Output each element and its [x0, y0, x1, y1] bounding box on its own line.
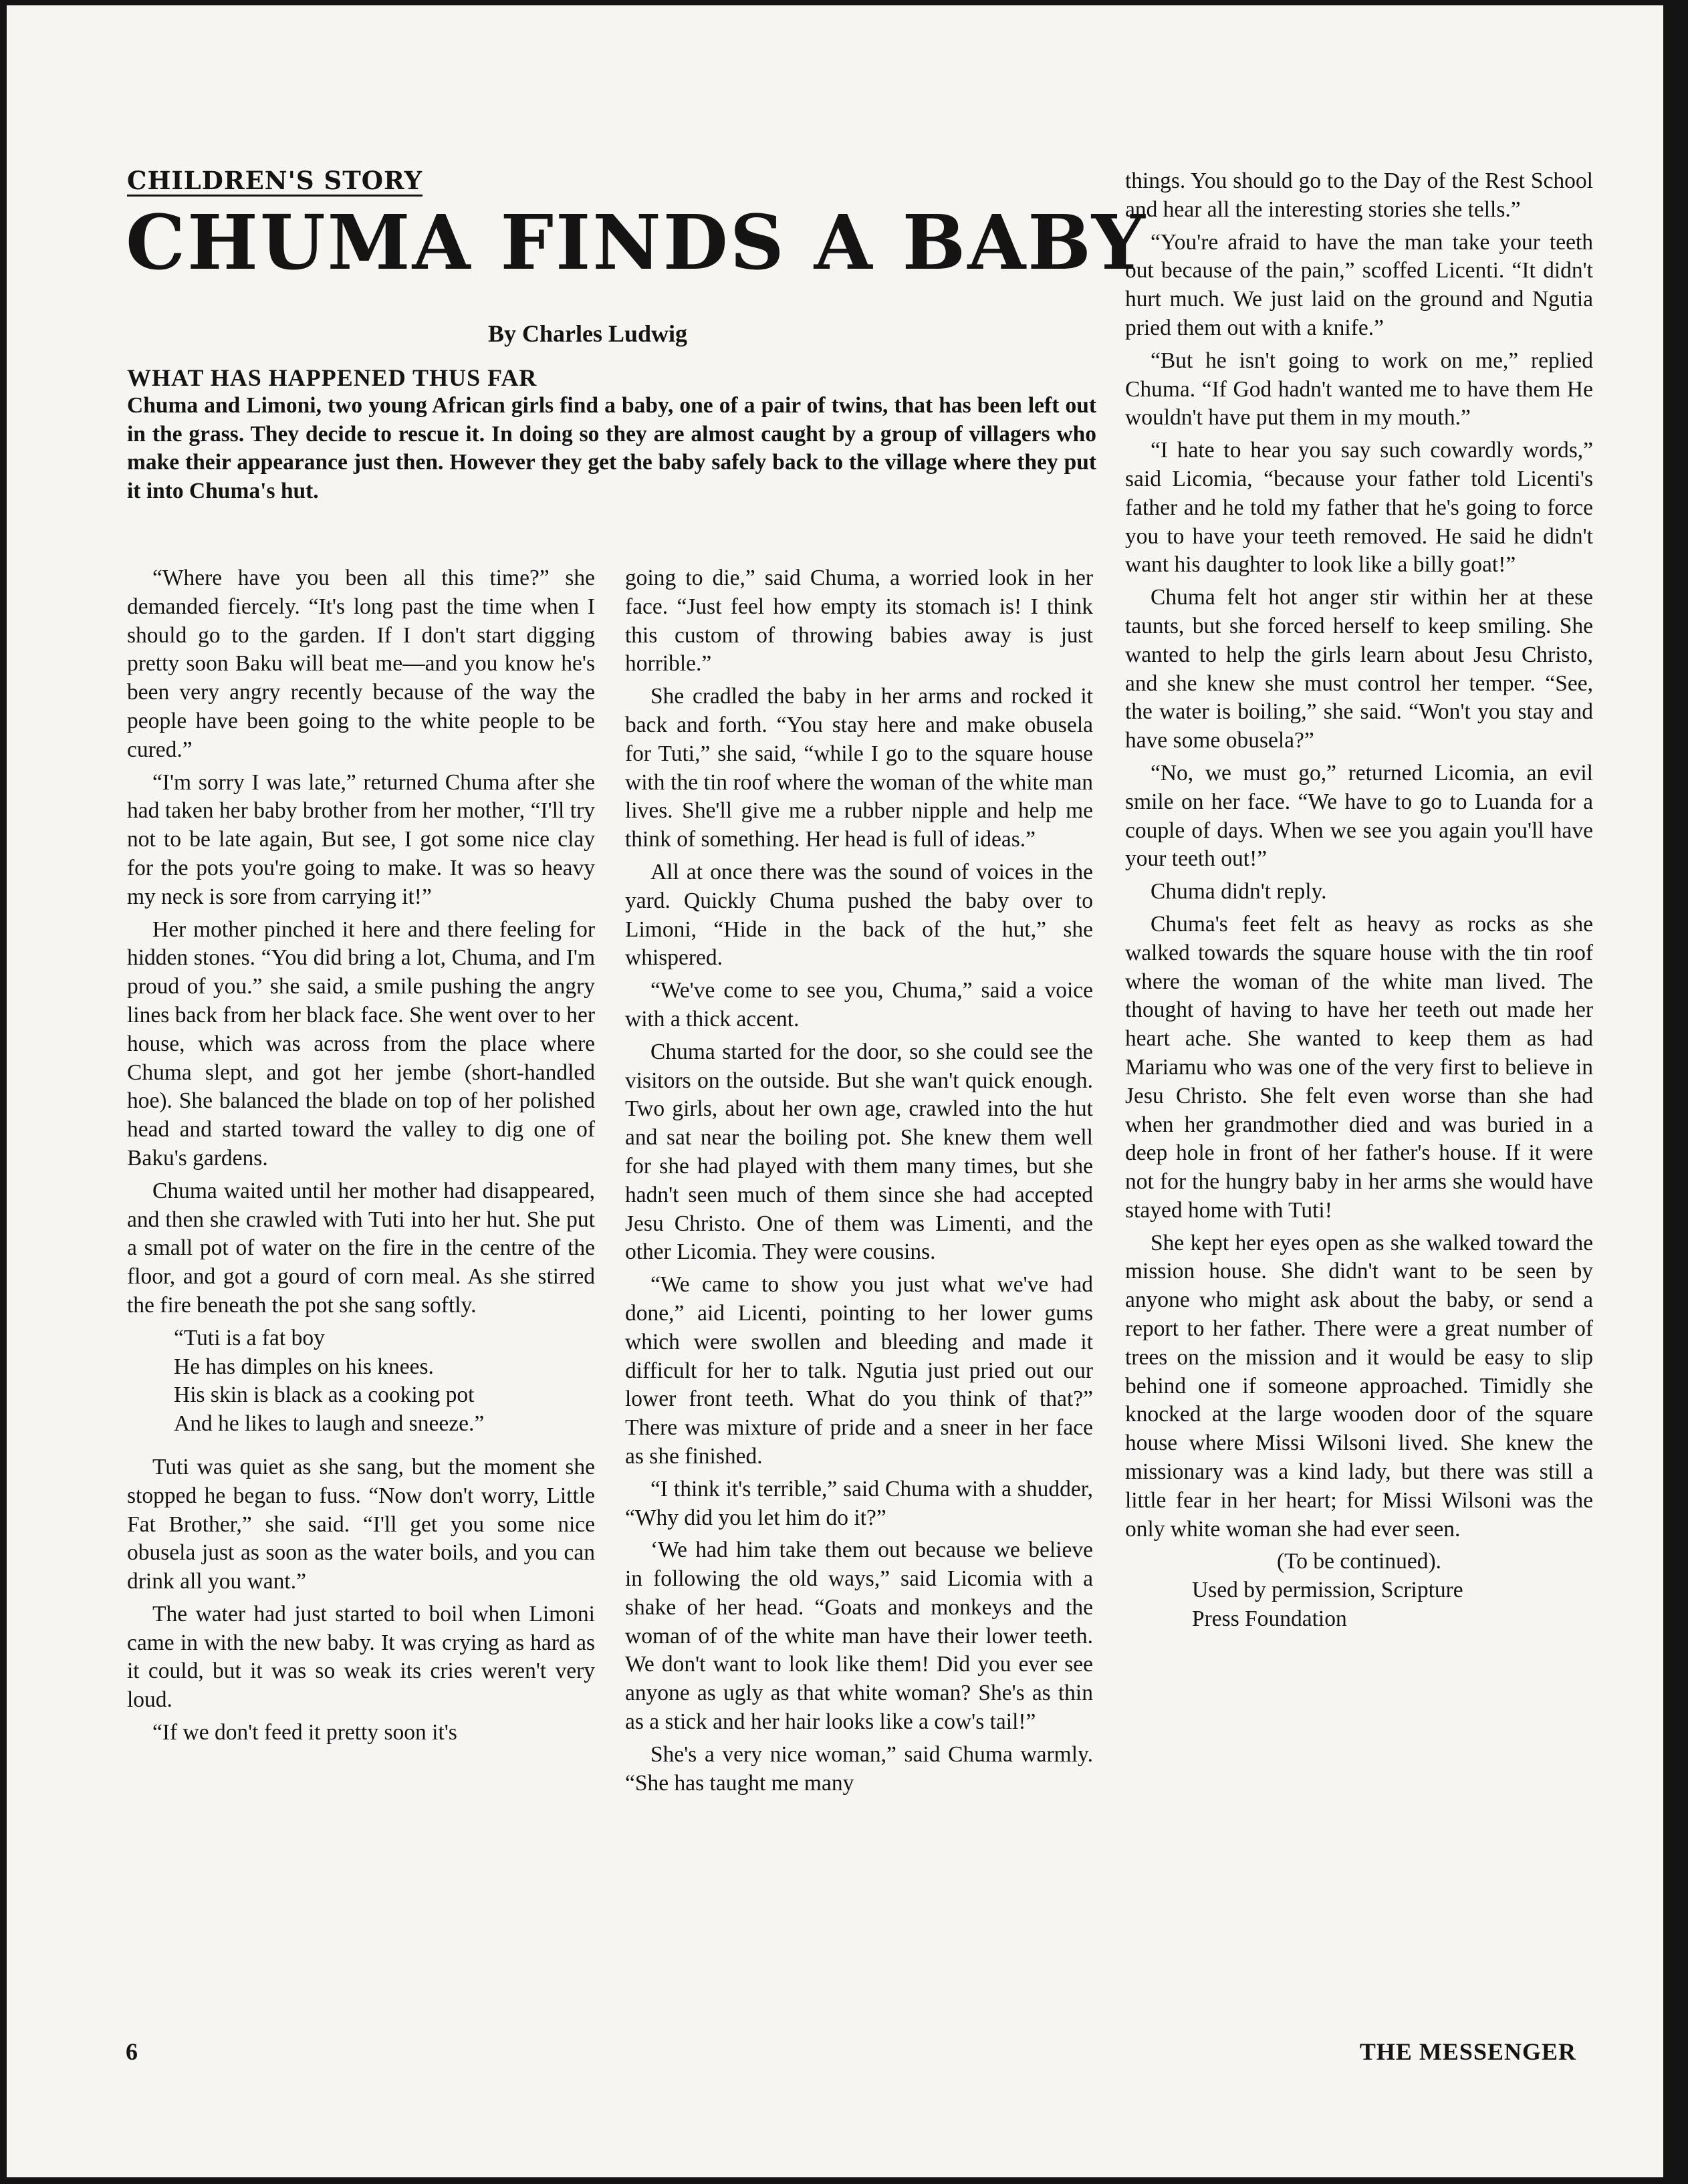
recap-text: Chuma and Limoni, two young African girls find a baby, one of a pair of twins, that has been left out in the grass. They decide to rescue it. In doing so they are almost caught by a group of villagers who make their appearance just then. However they get the baby safely back to the village where they put it into Chuma's hut. — [127, 393, 1096, 503]
paragraph: “We came to show you just what we've had done,” aid Licenti, pointing to her lower gums which were swollen and bleeding and made it difficult for her to talk. Ngutia just pried out our lower front teeth. What do you think of that?” There was mixture of pride and a sneer in her face as she finished. — [625, 1272, 1093, 1469]
paragraph: “But he isn't going to work on me,” replied Chuma. “If God hadn't wanted me to have them He wouldn't have put them in my mouth.” — [1125, 348, 1593, 431]
text-column-3 — [1125, 167, 1593, 1634]
paragraph: ‘We had him take them out because we believe in following the old ways,” said Licomia with a shake of her head. “Goats and monkeys and the woman of of the white man have their lower teeth. We don't want to look like them! Did you ever see anyone as ugly as that white woman? She's as thin as a stick and her hair looks like a cow's tail!” — [625, 1538, 1093, 1735]
text-column-2 — [625, 564, 1093, 1802]
paragraph: She kept her eyes open as she walked toward the mission house. She didn't want to be seen by anyone who might ask about the baby, or send a report to her father. There were a great number of trees on the mission and it would be easy to slip behind one if someone approached. Timidly she knocked at the large wooden door of the square house where Missi Wilsoni lived. She knew the missionary was a kind lady, but there was still a little fear in her heart; for Missi Wilsoni was the only white woman she had ever seen. — [1125, 1230, 1593, 1542]
text-column-1 — [127, 564, 595, 1751]
byline: By Charles Ludwig — [488, 320, 688, 347]
paragraph: “I hate to hear you say such cowardly words,” said Licomia, “because your father told Licenti's father and he told my father that he's going to force you to have your teeth removed. He said he didn't want his daughter to look like a billy goat!” — [1125, 438, 1593, 578]
paragraph: Her mother pinched it here and there feeling for hidden stones. “You did bring a lot, Chuma, and I'm proud of you.” she said, a smile pushing the angry lines back from her black face. She went over to her house, which was across from the place where Chuma slept, and got her jembe (short-handled hoe). She balanced the blade on top of her polished head and started toward the valley to dig one of Baku's gardens. — [127, 917, 595, 1171]
paragraph: “I think it's terrible,” said Chuma with a shudder, “Why did you let him do it?” — [625, 1476, 1093, 1530]
credit-line: Used by permission, Scripture — [1192, 1578, 1463, 1603]
paragraph: Chuma felt hot anger stir within her at these taunts, but she forced herself to keep smiling. She wanted to help the girls learn about Jesu Christo, and she knew she must control her temper. “See, the water is boiling,” she said. “Won't you stay and have some obusela?” — [1125, 585, 1593, 753]
poem-line: His skin is black as a cooking pot — [174, 1382, 475, 1408]
poem-line: He has dimples on his knees. — [174, 1354, 434, 1379]
poem-line: And he likes to laugh and sneeze.” — [174, 1411, 485, 1437]
paragraph: going to die,” said Chuma, a worried look in her face. “Just feel how empty its stomach is! I think this custom of throwing babies away is just horrible.” — [625, 566, 1093, 677]
paragraph: “Where have you been all this time?” she demanded fiercely. “It's long past the time when I should go to the garden. If I don't start digging pretty soon Baku will beat me—and you know he's been very angry recently because of the way the people have been going to the white people to be cured.” — [127, 566, 595, 762]
section-kicker: CHILDREN'S STORY — [127, 166, 423, 195]
poem-line: “Tuti is a fat boy — [174, 1325, 325, 1350]
paragraph: She cradled the baby in her arms and rocked it back and forth. “You stay here and make obusela for Tuti,” she said, “while I go to the square house with the tin roof where the woman of the white man lives. She'll give me a rubber nipple and help me think of something. Her head is full of ideas.” — [625, 684, 1093, 852]
paragraph: “I'm sorry I was late,” returned Chuma after she had taken her baby brother from her mother, “I'll try not to be late again, But see, I got some nice clay for the pots you're going to make. It was so heavy my neck is sore from carrying it!” — [127, 769, 595, 909]
paragraph: The water had just started to boil when Limoni came in with the new baby. It was crying as hard as it could, but it was so weak its cries weren't very loud. — [127, 1601, 595, 1713]
recap-heading: WHAT HAS HAPPENED THUS FAR — [127, 364, 537, 391]
paragraph: All at once there was the sound of voices in the yard. Quickly Chuma pushed the baby over to Limoni, “Hide in the back of the hut,” she whispered. — [625, 859, 1093, 971]
paragraph: Chuma didn't reply. — [1151, 879, 1327, 904]
paragraph: She's a very nice woman,” said Chuma warmly. “She has taught me many — [625, 1741, 1093, 1796]
magazine-page — [7, 5, 1663, 2177]
page-number: 6 — [126, 2038, 138, 2065]
to-be-continued: (To be continued). — [1276, 1549, 1442, 1574]
paragraph: Chuma's feet felt as heavy as rocks as she walked towards the square house with the tin roof where the woman of the white man lived. The thought of having to have her teeth out made her heart ache. She wanted to keep them as had Mariamu who was one of the very first to believe in Jesu Christo. She felt even worse than she had when her grandmother died and was buried in a deep hole in front of her father's house. If it were not for the hungry baby in her arms she would have stayed home with Tuti! — [1125, 911, 1593, 1223]
poem — [174, 1324, 595, 1439]
paragraph: Chuma waited until her mother had disappeared, and then she crawled with Tuti into her hut. She put a small pot of water on the fire in the centre of the floor, and got a gourd of corn meal. As she stirred the fire beneath the pot she sang softly. — [127, 1178, 595, 1318]
paragraph: Tuti was quiet as she sang, but the moment she stopped he began to fuss. “Now don't worry, Little Fat Brother,” she said. “I'll get you some nice obusela just as soon as the water boils, and you can drink all you want.” — [127, 1454, 595, 1594]
publication-name: THE MESSENGER — [1359, 2038, 1576, 2065]
paragraph: “You're afraid to have the man take your teeth out because of the pain,” scoffed Licenti. “It didn't hurt much. We just laid on the ground and Ngutia pried them out with a knife.” — [1125, 229, 1593, 340]
paragraph: “If we don't feed it pretty soon it's — [152, 1720, 457, 1745]
paragraph: “No, we must go,” returned Licomia, an evil smile on her face. “We have to go to Luanda for a couple of days. When we see you again you'll have your teeth out!” — [1125, 760, 1593, 872]
credit-line: Press Foundation — [1192, 1606, 1347, 1632]
paragraph: things. You should go to the Day of the Rest School and hear all the interesting stories she tells.” — [1125, 168, 1593, 222]
paragraph: Chuma started for the door, so she could see the visitors on the outside. But she wan't quick enough. Two girls, about her own age, crawled into the hut and sat near the boiling pot. She knew them well for she had played with them many times, but she hadn't seen much of them since she had accepted Jesu Christo. One of them was Limenti, and the other Licomia. They were cousins. — [625, 1039, 1093, 1265]
permission-credit — [1125, 1576, 1593, 1634]
paragraph: “We've come to see you, Chuma,” said a voice with a thick accent. — [625, 978, 1093, 1032]
story-title: CHUMA FINDS A BABY — [126, 199, 1147, 287]
